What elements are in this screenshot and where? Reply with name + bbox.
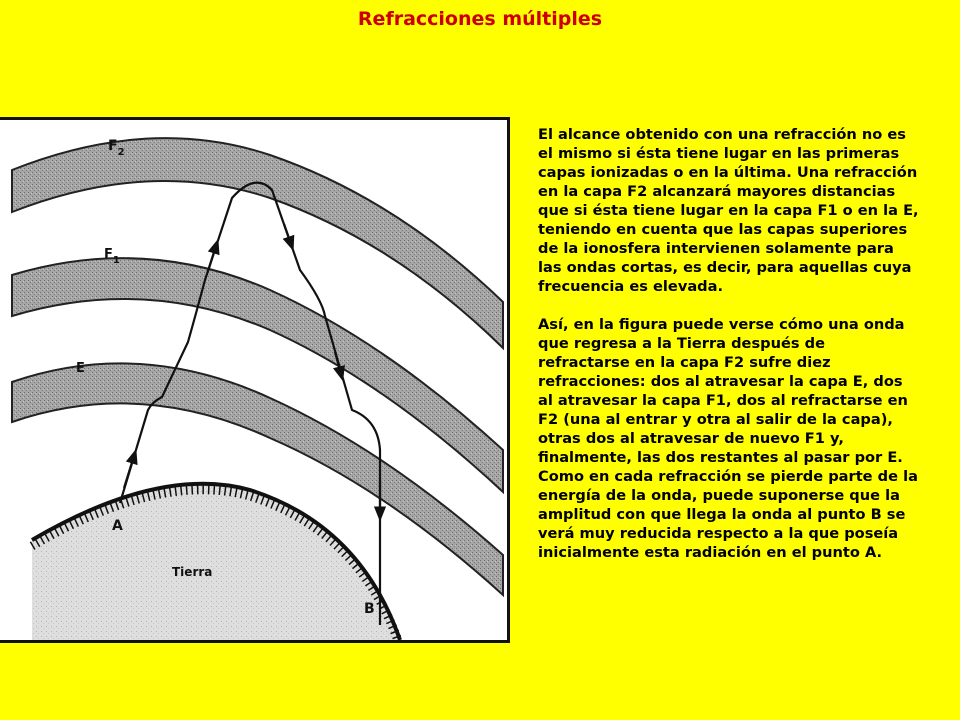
label-tierra: Tierra <box>172 565 213 579</box>
paragraph-2: Así, en la figura puede verse cómo una onda que regresa a la Tierra después de refractarse en la capa F2 sufre diez refracciones: dos al atravesar la capa E, dos al atravesar la capa F1, dos al refractarse en F2 (una al entrar y otra al salir de la capa), otras dos al atravesar de nuevo F1 y, finalmente, las dos restantes al pasar por E. Como en cada refracción se pierde parte de la energía de la onda, puede suponerse que la amplitud con que llega la onda al punto B se verá muy reducida respecto a la que poseía inicialmente esta radiación en el punto A. <box>538 316 918 561</box>
page-title: Refracciones múltiples <box>357 8 603 30</box>
paragraph-1: El alcance obtenido con una refracción no es el mismo si ésta tiene lugar en las primeras capas ionizadas o en la última. Una refracción en la capa F2 alcanzará mayores distancias que si ésta tiene lugar en la capa F1 o en la E, teniendo en cuenta que las capas superiores de la ionosfera intervienen solamente para las ondas cortas, es decir, para aquellas cuya frecuencia es elevada. <box>538 126 919 295</box>
arrow-marker-1 <box>124 456 134 488</box>
label-point-a: A <box>112 518 123 534</box>
label-e: E <box>76 361 85 376</box>
label-point-b: B <box>364 601 375 617</box>
label-f1: $F_1$ <box>104 247 120 266</box>
earth-surface <box>32 484 400 640</box>
arrow-marker-2 <box>208 246 216 271</box>
description-text <box>538 125 956 581</box>
label-f2: $F_2$ <box>108 138 125 158</box>
arrow-marker-3 <box>284 224 291 244</box>
ionosphere-diagram <box>0 117 510 643</box>
